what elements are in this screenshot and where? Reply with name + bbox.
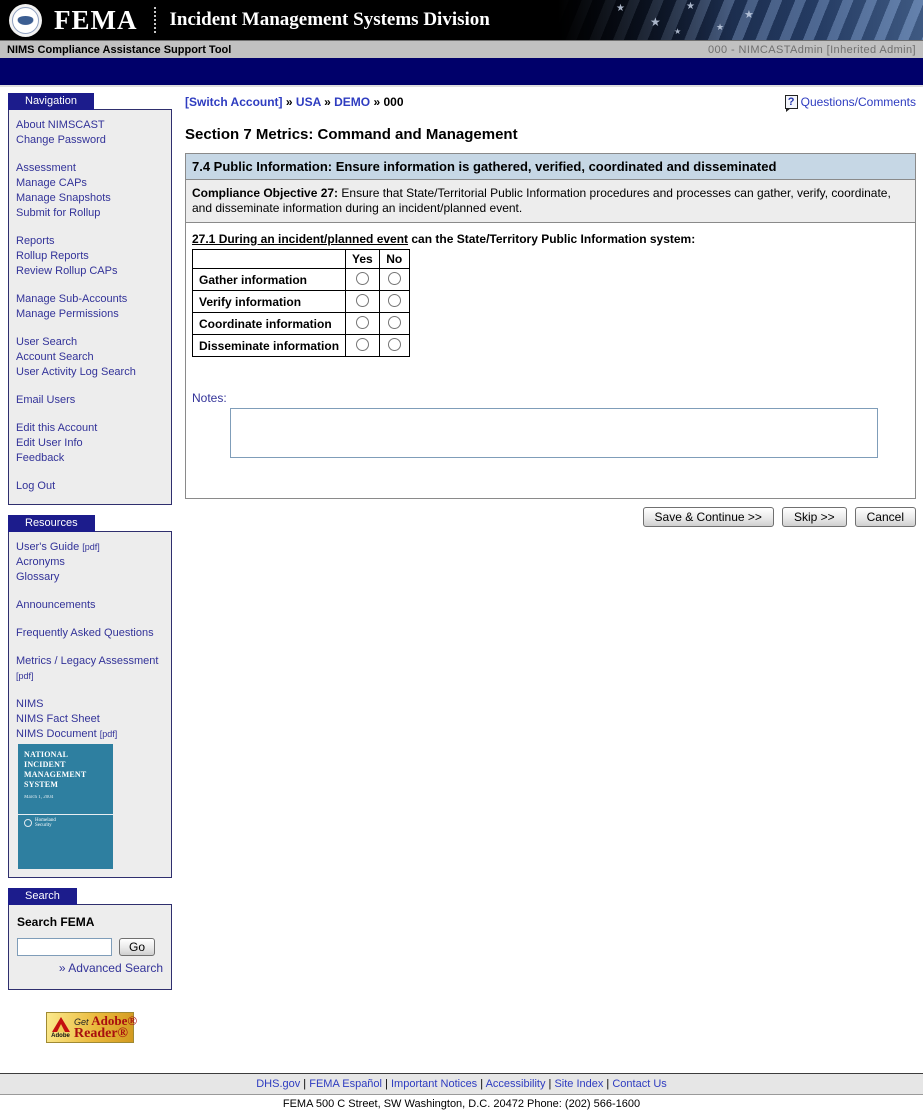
sidebar-item-manage-sub-accounts[interactable]: Manage Sub-Accounts xyxy=(16,293,128,305)
radio-cell xyxy=(346,313,380,335)
resource-item-frequently-asked-questions[interactable]: Frequently Asked Questions xyxy=(16,627,154,639)
radio-cell xyxy=(346,291,380,313)
nav-group xyxy=(16,234,164,279)
search-go-button[interactable]: Go xyxy=(119,938,155,956)
sidebar xyxy=(8,93,172,1043)
table-col-no: No xyxy=(379,250,409,269)
sidebar-item-user-search[interactable]: User Search xyxy=(16,336,78,348)
question-area xyxy=(186,223,915,498)
button-row xyxy=(185,507,916,527)
search-fema-label: Search FEMA xyxy=(17,915,95,929)
resource-item-announcements[interactable]: Announcements xyxy=(16,599,96,611)
adobe-word: Adobe® xyxy=(91,1013,138,1028)
sidebar-item-user-activity-log-search[interactable]: User Activity Log Search xyxy=(16,366,136,378)
flag-star-icon: ★ xyxy=(686,1,695,12)
cancel-button[interactable]: Cancel xyxy=(855,507,916,527)
objective-text: Ensure that State/Territorial Public Information procedures and processes can gather, verify, coordinate, and disseminate information during an incident/planned event. xyxy=(192,186,891,215)
adobe-logo-label: Adobe xyxy=(51,1032,70,1039)
flag-star-icon: ★ xyxy=(650,15,661,29)
resource-group xyxy=(16,626,164,641)
resource-group xyxy=(16,598,164,613)
pdf-tag: [pdf] xyxy=(16,671,34,681)
homeland-security-seal-label: Homeland Security xyxy=(35,818,56,828)
save-continue-button[interactable]: Save & Continue >> xyxy=(643,507,774,527)
table-header-row xyxy=(193,250,410,269)
sidebar-item-account-search[interactable]: Account Search xyxy=(16,351,94,363)
nav-group xyxy=(16,479,164,494)
compliance-objective xyxy=(186,180,915,223)
nav-group xyxy=(16,393,164,408)
breadcrumb-usa[interactable]: USA xyxy=(295,95,321,109)
radio-gather-information-yes[interactable] xyxy=(356,272,369,285)
table-row xyxy=(193,313,410,335)
question-rest: can the State/Territory Public Information system: xyxy=(408,232,696,246)
adobe-badge-text xyxy=(74,1015,137,1040)
resource-item-metrics-legacy-assessment[interactable]: Metrics / Legacy Assessment [pdf] xyxy=(16,655,159,681)
radio-cell xyxy=(346,269,380,291)
main-content xyxy=(185,93,916,527)
navy-bar xyxy=(0,58,923,87)
yes-no-table xyxy=(192,249,410,357)
get-adobe-reader-badge[interactable] xyxy=(46,1012,138,1043)
pdf-tag: [pdf] xyxy=(82,542,100,552)
radio-coordinate-information-yes[interactable] xyxy=(356,316,369,329)
resource-item-nims[interactable]: NIMS xyxy=(16,698,44,710)
sidebar-item-edit-this-account[interactable]: Edit this Account xyxy=(16,422,98,434)
search-row xyxy=(17,938,163,956)
skip-button[interactable]: Skip >> xyxy=(782,507,847,527)
user-status: 000 - NIMCASTAdmin [Inherited Admin] xyxy=(708,43,916,56)
footer-link-accessibility[interactable]: Accessibility xyxy=(485,1078,546,1090)
fema-logo: FEMA xyxy=(54,4,138,35)
app-bar xyxy=(0,40,923,58)
pdf-tag: [pdf] xyxy=(99,729,118,739)
notes-textarea[interactable] xyxy=(230,408,878,458)
footer-links: DHS.gov | FEMA Español | Important Notices | Accessibility | Site Index | Contact Us xyxy=(0,1073,923,1095)
radio-cell xyxy=(379,291,409,313)
questions-comments-link[interactable] xyxy=(785,95,916,109)
breadcrumb-current: 000 xyxy=(383,95,404,109)
notes-label: Notes: xyxy=(192,391,227,405)
nims-document-cover[interactable] xyxy=(18,744,113,869)
sidebar-item-feedback[interactable]: Feedback xyxy=(16,452,65,464)
footer-link-site-index[interactable]: Site Index xyxy=(554,1078,604,1090)
resource-group xyxy=(16,540,164,585)
table-row-label: Gather information xyxy=(193,269,346,291)
resources-panel-title: Resources xyxy=(8,515,95,532)
nims-cover-date: March 1, 2004 xyxy=(24,795,54,800)
breadcrumb-demo[interactable]: DEMO xyxy=(334,95,371,109)
sidebar-item-manage-caps[interactable]: Manage CAPs xyxy=(16,177,87,189)
table-row-label: Disseminate information xyxy=(193,335,346,357)
adobe-logo-icon xyxy=(51,1017,70,1039)
resources-links-panel xyxy=(8,531,172,878)
radio-verify-information-yes[interactable] xyxy=(356,294,369,307)
sidebar-item-email-users[interactable]: Email Users xyxy=(16,394,76,406)
resource-item-nims-fact-sheet[interactable]: NIMS Fact Sheet xyxy=(16,713,100,725)
flag-star-icon: ★ xyxy=(744,9,754,21)
search-fema-input[interactable] xyxy=(17,938,112,956)
footer-link-important-notices[interactable]: Important Notices xyxy=(390,1078,478,1090)
homeland-security-seal-icon xyxy=(24,819,32,827)
nav-group xyxy=(16,421,164,466)
section-header: 7.4 Public Information: Ensure information is gathered, verified, coordinated and disseminated xyxy=(186,154,915,180)
radio-disseminate-information-yes[interactable] xyxy=(356,338,369,351)
resource-item-acronyms[interactable]: Acronyms xyxy=(16,556,65,568)
search-panel-title: Search xyxy=(8,888,77,905)
help-icon: ? xyxy=(785,95,798,109)
footer-link-fema-espa-ol[interactable]: FEMA Español xyxy=(309,1078,382,1090)
resource-item-user-s-guide[interactable]: User's Guide [pdf] xyxy=(16,541,100,553)
sidebar-item-edit-user-info[interactable]: Edit User Info xyxy=(16,437,83,449)
table-corner-cell xyxy=(193,250,346,269)
breadcrumb-switch-account[interactable]: [Switch Account] xyxy=(185,95,283,109)
resource-item-nims-document[interactable]: NIMS Document [pdf] xyxy=(16,728,118,740)
advanced-search-link[interactable]: » Advanced Search xyxy=(58,961,163,975)
table-row xyxy=(193,269,410,291)
flag-star-icon: ★ xyxy=(616,3,625,14)
resource-group xyxy=(16,654,164,684)
nav-group xyxy=(16,335,164,380)
resource-item-glossary[interactable]: Glossary xyxy=(16,571,60,583)
adobe-reader-word: Reader® xyxy=(74,1026,128,1041)
radio-verify-information-no[interactable] xyxy=(388,294,401,307)
question-text xyxy=(192,232,909,246)
table-row xyxy=(193,291,410,313)
footer-link-contact-us[interactable]: Contact Us xyxy=(612,1078,667,1090)
table-row-label: Verify information xyxy=(193,291,346,313)
sidebar-item-log-out[interactable]: Log Out xyxy=(16,480,56,492)
footer-link-dhs-gov[interactable]: DHS.gov xyxy=(256,1078,301,1090)
cover-divider-line xyxy=(18,814,113,815)
homeland-security-seal xyxy=(24,818,108,828)
nav-group xyxy=(16,292,164,322)
sidebar-item-change-password[interactable]: Change Password xyxy=(16,134,106,146)
radio-cell xyxy=(346,335,380,357)
content-region xyxy=(0,87,923,1043)
breadcrumb-separator: » xyxy=(370,95,384,109)
table-row xyxy=(193,335,410,357)
radio-coordinate-information-no[interactable] xyxy=(388,316,401,329)
questions-comments-label: Questions/Comments xyxy=(800,95,916,109)
table-row-label: Coordinate information xyxy=(193,313,346,335)
sidebar-item-manage-permissions[interactable]: Manage Permissions xyxy=(16,308,119,320)
flag-star-icon: ★ xyxy=(674,27,682,36)
objective-label: Compliance Objective 27: xyxy=(192,186,339,200)
us-flag-image xyxy=(558,0,923,40)
dhs-seal-icon xyxy=(9,4,42,37)
resources-panel xyxy=(8,515,172,878)
header-divider xyxy=(154,7,156,33)
navigation-panel-title: Navigation xyxy=(8,93,94,110)
breadcrumb-separator: » xyxy=(282,95,296,109)
radio-gather-information-no[interactable] xyxy=(388,272,401,285)
sidebar-item-reports[interactable]: Reports xyxy=(16,235,55,247)
adobe-get-word: Get xyxy=(74,1017,89,1027)
nav-group xyxy=(16,118,164,148)
sidebar-item-about-nimscast[interactable]: About NIMSCAST xyxy=(16,119,105,131)
question-box xyxy=(185,153,916,499)
resources-links xyxy=(16,540,164,742)
radio-disseminate-information-no[interactable] xyxy=(388,338,401,351)
navigation-panel xyxy=(8,93,172,505)
app-title: NIMS Compliance Assistance Support Tool xyxy=(7,43,232,56)
navigation-links xyxy=(8,109,172,505)
division-title: Incident Management Systems Division xyxy=(169,9,490,30)
sidebar-item-review-rollup-caps[interactable]: Review Rollup CAPs xyxy=(16,265,118,277)
nims-cover-title: NATIONAL INCIDENT MANAGEMENT SYSTEM xyxy=(24,750,87,789)
question-number: 27.1 During an incident/planned event xyxy=(192,232,409,246)
header-bar xyxy=(0,0,923,40)
resource-group xyxy=(16,697,164,742)
breadcrumb-separator: » xyxy=(320,95,335,109)
page-title: Section 7 Metrics: Command and Management xyxy=(185,126,518,143)
radio-cell xyxy=(379,335,409,357)
sidebar-item-manage-snapshots[interactable]: Manage Snapshots xyxy=(16,192,111,204)
sidebar-item-rollup-reports[interactable]: Rollup Reports xyxy=(16,250,89,262)
search-panel xyxy=(8,888,172,990)
nav-group xyxy=(16,161,164,221)
sidebar-item-assessment[interactable]: Assessment xyxy=(16,162,76,174)
flag-star-icon: ★ xyxy=(716,22,725,32)
footer xyxy=(0,1073,923,1115)
footer-address: FEMA 500 C Street, SW Washington, D.C. 20472 Phone: (202) 566-1600 xyxy=(282,1098,641,1110)
breadcrumb xyxy=(185,95,404,109)
radio-cell xyxy=(379,313,409,335)
radio-cell xyxy=(379,269,409,291)
sidebar-item-submit-for-rollup[interactable]: Submit for Rollup xyxy=(16,207,101,219)
table-col-yes: Yes xyxy=(346,250,380,269)
